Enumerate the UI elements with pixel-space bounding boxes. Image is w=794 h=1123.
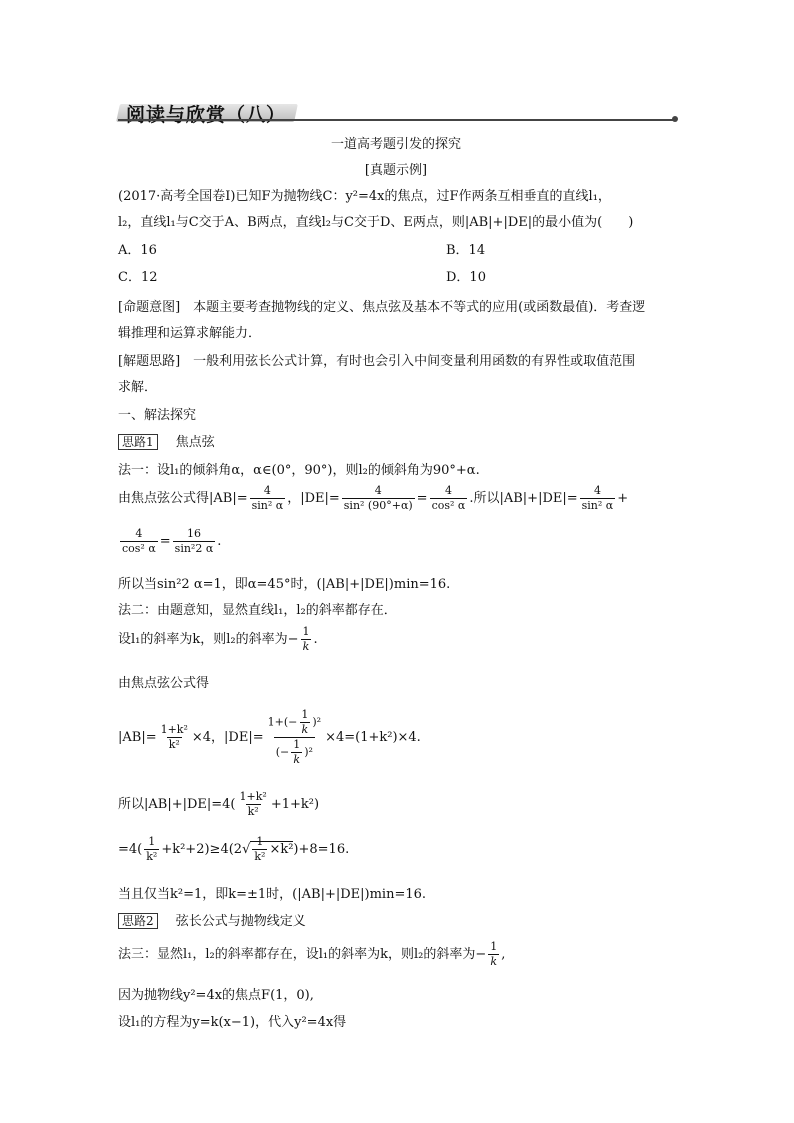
m2-frac-ab: $\frac{\text{1+k²}}{\text{k²}}$ xyxy=(160,723,188,751)
method-2-inequality: =4( $\frac{1}{\text{k²}}$ +k²+2)≥4(2√ $\frac{1}{\text{k²}}$ ×k²)+8=16. xyxy=(118,835,350,863)
m1-ab-label: 由焦点弦公式得|AB|= xyxy=(118,491,248,506)
sqrt-radicand: $\frac{1}{\text{k²}}$ ×k² xyxy=(250,841,293,857)
m1-de-label: ，|DE|= xyxy=(287,491,340,506)
method-1-line-2: 由焦点弦公式得|AB|= $\frac{4}{\text{sin² α}}$ ，|DE|= $\frac{4}{\text{sin² (90°+α)}}$ = $\frac{4}{\text{cos² α}}$ .所以|AB|+|DE|= $\frac{4}{\text{sin² α}}$ + xyxy=(118,484,629,512)
option-c: C．12 xyxy=(118,270,158,285)
m2-frac-sum: $\frac{\text{1+k²}}{\text{k²}}$ xyxy=(239,790,267,818)
m2-frac-ineq: $\frac{1}{\text{k²}}$ xyxy=(146,835,158,863)
option-b: B．14 xyxy=(446,243,486,258)
route-1 xyxy=(118,431,215,450)
header-rule xyxy=(118,119,674,121)
method-1-line-4: 所以当sin²2 α=1，即α=45°时，(|AB|+|DE|)min=16. xyxy=(118,577,451,592)
m1-frac-sum-2: $\frac{4}{\text{cos² α}}$ xyxy=(122,527,156,555)
intent-line-1: [命题意图] 本题主要考查抛物线的定义、焦点弦及基本不等式的应用(或函数最值)．考查逻 xyxy=(118,300,646,315)
section-heading: 一、解法探究 xyxy=(118,408,197,423)
m1-frac-sum-1: $\frac{4}{\text{sin² α}}$ xyxy=(581,484,614,512)
method-2-equality: 当且仅当k²=1，即k=±1时，(|AB|+|DE|)min=16. xyxy=(118,887,427,902)
m1-frac-result: $\frac{16}{\text{sin²2 α}}$ xyxy=(174,527,214,555)
problem-line-2: l₂，直线l₁与C交于A、B两点，直线l₂与C交于D、E两点，则|AB|+|DE|的最小值为( ) xyxy=(118,215,634,230)
route-1-label: 思路1 xyxy=(118,434,158,450)
method-2-chord-lengths: |AB|= $\frac{\text{1+k²}}{\text{k²}}$ ×4，|DE|= 1+(− $\frac{1}{k}$ )² (− $\frac{1}{k}$ )² ×4=(1+k²)×4. xyxy=(118,708,421,766)
method-3-line-3: 设l₁的方程为y=k(x−1)，代入y²=4x得 xyxy=(118,1015,347,1030)
m1-frac-cos: $\frac{4}{\text{cos² α}}$ xyxy=(431,484,466,512)
option-a: A．16 xyxy=(118,243,157,258)
method-1-line-3: $\frac{4}{\text{cos² α}}$ = $\frac{16}{\text{sin²2 α}}$ . xyxy=(122,527,222,555)
method-2-line-2: 设l₁的斜率为k，则l₂的斜率为− $\frac{1}{k}$ . xyxy=(118,625,318,653)
method-2-line-1: 法二：由题意知，显然直线l₁，l₂的斜率都存在． xyxy=(118,603,397,618)
method-1-line-1: 法一：设l₁的倾斜角α，α∈(0°，90°)，则l₂的倾斜角为90°+α. xyxy=(118,463,480,478)
route-2-title: 弦长公式与抛物线定义 xyxy=(175,914,306,929)
banner-title: 阅读与欣赏（八） xyxy=(126,104,287,126)
m1-frac-de: $\frac{4}{\text{sin² (90°+α)}}$ xyxy=(343,484,413,512)
article-title: 一道高考题引发的探究 xyxy=(330,137,461,152)
m1-sum-label: .所以|AB|+|DE|= xyxy=(469,491,578,506)
section-subtitle: [真题示例] xyxy=(364,163,428,178)
m2-frac-de: 1+(− $\frac{1}{k}$ )² (− $\frac{1}{k}$ )² xyxy=(267,708,322,766)
m3-frac-slope: $\frac{1}{k}$ xyxy=(490,940,498,968)
m2-frac-slope: $\frac{1}{k}$ xyxy=(302,625,310,653)
problem-line-1: (2017·高考全国卷Ⅰ)已知F为抛物线C：y²=4x的焦点，过F作两条互相垂直的直线l₁， xyxy=(118,189,611,204)
approach-line-1: [解题思路] 一般利用弦长公式计算，有时也会引入中间变量利用函数的有界性或取值范围 xyxy=(118,354,636,369)
intent-line-2: 辑推理和运算求解能力． xyxy=(118,326,262,341)
route-2-label: 思路2 xyxy=(118,913,158,929)
m1-frac-ab: $\frac{4}{\text{sin² α}}$ xyxy=(251,484,284,512)
method-2-sum-line: 所以|AB|+|DE|=4( $\frac{\text{1+k²}}{\text{k²}}$ +1+k²) xyxy=(118,790,320,818)
sqrt-symbol: √ xyxy=(242,842,251,857)
approach-line-2: 求解． xyxy=(118,380,158,395)
method-3-line-2: 因为抛物线y²=4x的焦点F(1，0), xyxy=(118,988,314,1003)
header-rule-dot xyxy=(672,116,678,122)
method-2-line-3: 由焦点弦公式得 xyxy=(118,676,210,691)
route-2 xyxy=(118,910,306,929)
route-1-title: 焦点弦 xyxy=(175,435,215,450)
option-d: D．10 xyxy=(446,270,486,285)
method-3-line-1: 法三：显然l₁，l₂的斜率都存在，设l₁的斜率为k，则l₂的斜率为− $\frac{1}{k}$ , xyxy=(118,940,506,968)
